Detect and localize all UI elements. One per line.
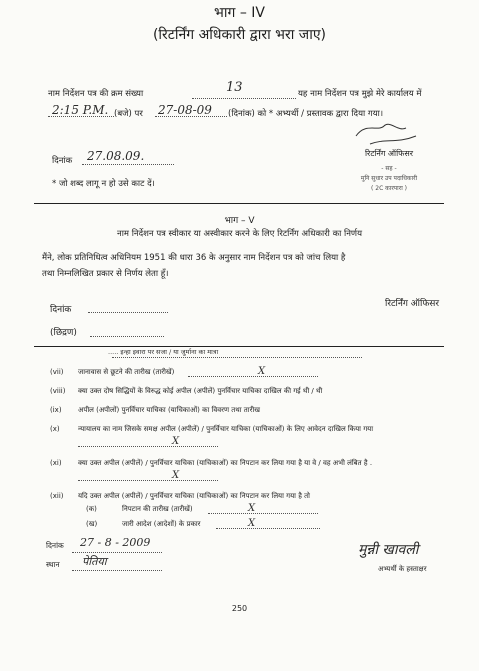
footer-date-value: 27 - 8 - 2009 <box>80 536 151 549</box>
subitem-text: जारी आदेश (आदेशों) के प्रकार <box>122 520 201 528</box>
decision-paragraph-1: मैंने, लोक प्रतिनिधित्व अधिनियम 1951 की धारा 36 के अनुसार नाम निर्देशन पत्र को जांच लिया है <box>42 253 346 263</box>
footer-date-label: दिनांक <box>46 541 64 550</box>
stamp-title: रिटर्निंग ऑफिसर <box>364 149 414 158</box>
item-text: क्या उक्त दोष सिद्धियों के विरुद्ध कोई अपील (अपीलें) पुनर्विचार याचिका दाखिल की गई थी / थी <box>78 387 323 395</box>
stamp-line-1: - सह - <box>381 165 397 172</box>
part4-date-value: 27.08.09. <box>87 149 145 163</box>
receipt-time: 2:15 P.M. <box>52 103 109 117</box>
stamp-line-2: मुनि सुधार उप पदाधिकारी <box>360 175 418 182</box>
seal-label: (छिद्रण) <box>50 328 77 338</box>
item-no: (x) <box>50 425 60 433</box>
part4-date-label: दिनांक <box>52 156 73 166</box>
item-no: (xii) <box>50 492 64 500</box>
subitem-no: (ख) <box>86 520 98 528</box>
item-text: यदि उक्त अपील (अपीलें) / पुनर्विचार याचिका (याचिकाओं) का निपटान कर लिया गया है तो <box>78 492 310 500</box>
subitem-text: निपटान की तारीख (तारीखें) <box>122 505 193 513</box>
footer-place-label: स्थान <box>46 560 60 569</box>
strike-note: * जो शब्द लागू न हो उसे काट दें। <box>52 179 155 189</box>
decision-paragraph-2: तथा निम्नलिखित प्रकार से निर्णय लेता हूँ। <box>42 269 169 279</box>
page-number: 250 <box>231 604 248 613</box>
part5-date-label: दिनांक <box>50 305 72 315</box>
nomination-received-text: यह नाम निर्देशन पत्र मुझे मेरे कार्यालय में <box>298 89 422 99</box>
item-mark: X <box>172 436 180 447</box>
partial-line: ..... इन्हा इवारा पर सजा / या जुर्माना का मात्रा <box>108 348 219 356</box>
part4-title: भाग – IV <box>214 5 265 21</box>
receipt-date: 27-08-09 <box>158 103 212 117</box>
candidate-signature: मुन्नी खावली <box>358 542 419 558</box>
receipt-time-label: (बजे) पर <box>114 109 143 119</box>
ro-stamp <box>326 118 452 198</box>
item-text: जानावास से छूटने की तारीख (तारीखें) <box>78 368 175 376</box>
subitem-mark: X <box>248 503 256 514</box>
part5-ro-label: रिटर्निंग ऑफिसर <box>385 299 440 309</box>
item-text: क्या उक्त अपील (अपीलें) / पुनर्विचार याचिका (याचिकाओं) का निपटान कर लिया गया है या वे / वह अभी लंबित है . <box>78 459 373 467</box>
item-mark: X <box>172 470 180 481</box>
item-text: न्यायालय का नाम जिसके समक्ष अपील (अपीलें) / पुनर्विचार याचिका (याचिकाओं) के लिए आवेदन दाखिल किया गया <box>78 425 374 433</box>
receipt-suffix: (दिनांक) को * अभ्यर्थी / प्रस्तावक द्वारा दिया गया। <box>228 109 384 119</box>
part4-subtitle: (रिटर्निंग अधिकारी द्वारा भरा जाए) <box>152 27 327 43</box>
item-text: अपील (अपीलों) पुनर्विचार याचिका (याचिकाओं) का विवरण तथा तारीख <box>78 406 260 414</box>
item-no: (vii) <box>50 368 64 376</box>
item-no: (ix) <box>50 406 62 414</box>
part5-bottom-rule <box>34 346 444 347</box>
subitem-no: (क) <box>86 505 97 513</box>
nomination-serial-no: 13 <box>226 80 243 95</box>
part5-title: भाग – V <box>224 216 255 226</box>
item-no: (viii) <box>50 387 66 395</box>
subitem-mark: X <box>248 518 256 529</box>
footer-place-value: पेतिया <box>82 555 107 568</box>
nomination-serial-label: नाम निर्देशन पत्र की क्रम संख्या <box>48 89 144 99</box>
part-divider <box>34 203 444 204</box>
candidate-signature-label: अभ्यर्थी के हस्ताक्षर <box>378 565 427 573</box>
item-mark: X <box>258 366 266 377</box>
stamp-line-3: ( 2C कारपारा ) <box>371 185 407 192</box>
item-no: (xi) <box>50 459 62 467</box>
part5-subtitle: नाम निर्देशन पत्र स्वीकार या अस्वीकार करने के लिए रिटर्निंग अधिकारी का निर्णय <box>116 229 363 239</box>
